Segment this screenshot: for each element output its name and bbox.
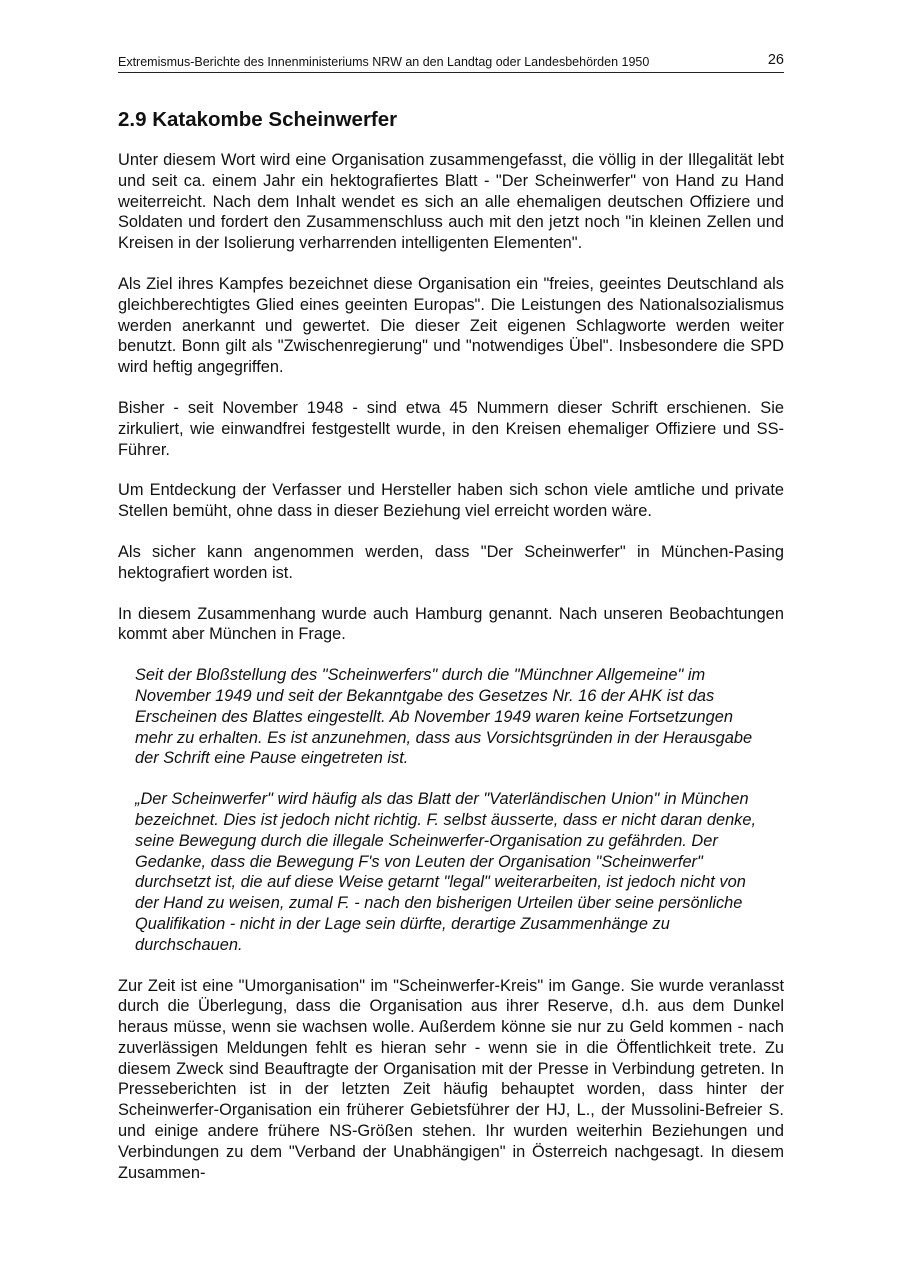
paragraph: Unter diesem Wort wird eine Organisation zusammengefasst, die völlig in der Illegalität lebt und seit ca. einem Jahr ein hektografiertes Blatt - "Der Scheinwerfer" von Hand zu Hand weiterreicht. Nach dem Inhalt wendet es sich an alle ehemaligen deutschen Offiziere und Soldaten und fordert den Zusammenschluss auch mit den jetzt noch "in kleinen Zellen und Kreisen in der Isolierung verharrenden intelligenten Elementen". xyxy=(118,151,784,253)
section-heading: 2.9 Katakombe Scheinwerfer xyxy=(118,108,398,131)
paragraph: Als sicher kann angenommen werden, dass "Der Scheinwerfer" in München-Pasing hektografiert worden ist. xyxy=(118,542,784,582)
quote-block: „Der Scheinwerfer" wird häufig als das Blatt der "Vaterländischen Union" in München bezeichnet. Dies ist jedoch nicht richtig. F. selbst äusserte, dass er nicht daran denke, seine Bewegung durch die illegale Scheinwerfer-Organisation zu gefährden. Der Gedanke, dass die Bewegung F's von Leuten der Organisation "Scheinwerfer" durchsetzt ist, die auf diese Weise getarnt "legal" weiterarbeiten, ist jedoch nicht von der Hand zu weisen, zumal F. - nach den bisherigen Urteilen über seine persönliche Qualifikation - nicht in der Lage sein dürfte, derartige Zusammenhänge zu durchschauen. xyxy=(135,790,757,954)
header-title: Extremismus-Berichte des Innenministeriums NRW an den Landtag oder Landesbehörden 1950 xyxy=(118,55,650,69)
document-body xyxy=(118,106,784,1203)
quote-block: Seit der Bloßstellung des "Scheinwerfers" durch die "Münchner Allgemeine" im November 1949 und seit der Bekanntgabe des Gesetzes Nr. 16 der AHK ist das Erscheinen des Blattes eingestellt. Ab November 1949 waren keine Fortsetzungen mehr zu erhalten. Es ist anzunehmen, dass aus Vorsichtsgründen in der Herausgabe der Schrift eine Pause eingetreten ist. xyxy=(135,666,753,768)
paragraph: Um Entdeckung der Verfasser und Hersteller haben sich schon viele amtliche und private Stellen bemüht, ohne dass in dieser Beziehung viel erreicht worden wäre. xyxy=(118,481,784,521)
page-header xyxy=(118,54,784,73)
paragraph: In diesem Zusammenhang wurde auch Hamburg genannt. Nach unseren Beobachtungen kommt aber München in Frage. xyxy=(118,604,784,644)
paragraph: Bisher - seit November 1948 - sind etwa 45 Nummern dieser Schrift erschienen. Sie zirkuliert, wie einwandfrei festgestellt wurde, in den Kreisen ehemaliger Offiziere und SS-Führer. xyxy=(118,398,784,459)
paragraph: Als Ziel ihres Kampfes bezeichnet diese Organisation ein "freies, geeintes Deutschland als gleichberechtigtes Glied eines geeinten Europas". Die Leistungen des Nationalsozialismus werden anerkannt und gewertet. Die dieser Zeit eigenen Schlagworte werden weiter benutzt. Bonn gilt als "Zwischenregierung" und "notwendiges Übel". Insbesondere die SPD wird heftig angegriffen. xyxy=(118,274,784,377)
page-number: 26 xyxy=(767,52,784,68)
closing-paragraph: Zur Zeit ist eine "Umorganisation" im "Scheinwerfer-Kreis" im Gange. Sie wurde veranlasst durch die Überlegung, dass die Organisation aus ihrer Reserve, d.h. aus dem Dunkel heraus müsse, wenn sie wachsen wolle. Außerdem könne sie nur zu Geld kommen - nach zuverlässigen Meldungen fehlt es hieran sehr - wenn sie in die Öffentlichkeit trete. Zu diesem Zweck sind Beauftragte der Organisation mit der Presse in Verbindung getreten. In Presseberichten ist in der letzten Zeit häufig behauptet worden, dass hinter der Scheinwerfer-Organisation ein früherer Gebietsführer der HJ, L., der Mussolini-Befreier S. und einige andere frühere NS-Größen stehen. Ihr wurden weiterhin Beziehungen und Verbindungen zu dem "Verband der Unabhängigen" in Österreich nachgesagt. In diesem Zusammen- xyxy=(118,976,784,1182)
